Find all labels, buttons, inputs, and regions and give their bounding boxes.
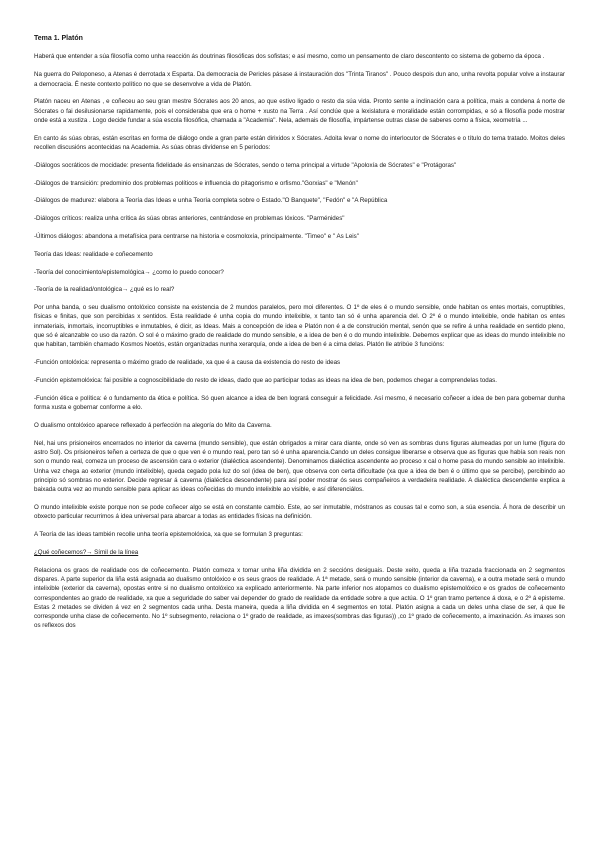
paragraph: -Función ética e política: é o fundamento da ética e política. Só quen alcance a idea de ben logrará conseguir a felicidade. Así mesmo, é necesario coñecer a idea de ben para gobernar dunha forma xusta e gobernar conforme a elo.: [34, 394, 565, 412]
section-heading: -Teoría de la realidad/ontológica→ ¿qué es lo real?: [34, 286, 175, 294]
paragraph: -Diálogos de madurez: elabora a Teoría das Ideas e unha Teoría completa sobre o Estado."O Banquete", "Fedón" e "A República: [34, 197, 388, 205]
section-heading: O dualismo ontolóxico aparece reflexado á perfección na alegoría do Mito da Caverna.: [34, 421, 272, 429]
section-heading: -Teoría del conocimiento/epistemológica→ ¿como lo puedo conocer?: [34, 268, 224, 276]
paragraph: -Diálogos críticos: realiza unha crítica ás súas obras anteriores, centrándose en problemas lóxicos. "Parménides": [34, 215, 345, 223]
paragraph: Nel, hai uns prisioneiros encerrados no interior da caverna (mundo sensible), que están obrigados a mirar cara diante, onde só ven as sombras duns figuras alumeadas por un lume (figura do astro Sol). Os prisioneiros teñen a certeza de que o que ven é o mundo real, pero tan só é unha aparencia.Cando un deles consigue liberarse e observa que as figuras que había son reais non son o mundo real, comeza un proceso de ascensión cara o exterior (dialéctica ascendente). Denominamos dialéctica ascendente ao proceso x cal o home pasa do mundo sensible ao intelixible. Unha vez chega ao exterior (mundo intelixible), queda cegado pola luz do sol (idea de ben), que observa con certa dificultade (xa que a idea de ben é o último que se percibe), percibindo ao principio só sombras no exterior. Decide regresar á caverna (dialéctica descendente) para así poder mostrar ós seus compañeiros a verdadeira realidade. A dialéctica descendente explica a baixada outra vez ao mundo sensible para aplicar as ideas coñecidas do mundo intelixible ao visible, e así diferenciálos.: [34, 439, 565, 494]
paragraph: -Últimos diálogos: abandona a metafísica para centrarse na historia e cosmoloxía, principalmente. "Timeo" e " As Leis": [34, 233, 359, 240]
document-body: [34, 52, 565, 630]
section-heading: A Teoría de las ideas también recolle unha teoría epistemolóxica, xa que se formulan 3 preguntas:: [34, 531, 303, 539]
page-title: Tema 1. Platón: [34, 35, 83, 42]
paragraph: -Función epistemolóxica: fai posible a cognoscibilidade do resto de ideas, dado que ao participar todas as ideas na idea de ben, podemos chegar a comprendelas todas.: [34, 376, 497, 384]
section-heading: Teoría das Ideas: realidade e coñecemento: [34, 250, 153, 258]
paragraph: Relaciona os graos de realidade cos de coñecemento. Platón comeza x tomar unha liña dividida en 2 seccións desiguais. Deste xeito, queda a liña trazada fraccionada en 2 segmentos dispares. A parte superior da liña está asignada ao dualismo ontolóxico e os seus graos de realidade. A 1ª metade, será o mundo sensible (interior da caverna), e a outra metade será o mundo intelixible (exterior da caverna), opostas entre si no dualismo ontolóxico xa explicado anteriormente. Na parte inferior nos atopamos co dualismo epistemolóxico e os grados de coñecemento correspondentes ao grado de realidade, xa que a seguridade do saber vai depender do grado de realidade da entidade sobre a que actúa. O 1º gran tramo pertence á doxa, e o 2º á episteme. Estas 2 metades se dividen á vez en 2 segmentos cada unha. Desta maneira, queda a liña dividida en 4 segmentos en total. Platón asigna a cada un deles unha clase de ser, á que lle corresponde unha clase de coñecemento. No 1º subsegmento, relaciona o 1º grado de realidade, as imaxes(sombras das figuras)) ,co 1º grado de coñecemento, a imaxinación. As imaxes son os reflexos dos: [34, 566, 565, 630]
paragraph: Na guerra do Peloponeso, a Atenas é derrotada x Esparta. Da democracia de Pericles pásase á instauración dos "Trinta Tiranos" . Pouco despois dun ano, unha revolta popular volve a instaurar a democracia. É neste contexto político no que se desenvolve a vida de Platón.: [34, 71, 565, 88]
paragraph: -Diálogos de transición: predominio dos problemas políticos e influencia do pitagorismo e orfismo."Gorxias" e "Menón": [34, 179, 358, 187]
paragraph: En canto ás súas obras, están escritas en forma de diálogo onde a gran parte están dirixidos x Sócrates. Adoita levar o nome do interlocutor de Sócrates e o título do tema tratado. Moitos deles recollen discusións acontecidas na Academia. As súas obras divídense en 5 períodos:: [34, 134, 565, 152]
section-heading: ¿Qué coñecemos?→ Símil de la línea: [34, 548, 139, 556]
paragraph: -Diálogos socráticos de mocidade: presenta fidelidade ás ensinanzas de Sócrates, sendo o tema principal a virtude "Apoloxía de Sócrates" e "Protágoras": [34, 161, 457, 169]
paragraph: -Función ontolóxica: representa o máximo grado de realidade, xa que é a causa da existencia do resto de ideas: [34, 359, 341, 367]
paragraph: O mundo intelixible existe porque non se pode coñecer algo se está en constante cambio. Este, ao ser inmutable, móstranos as cousas tal e como son, a súa esencia. Á hora de describir un obxecto particular recurrimos á idea universal para abarcar a todas as entidades físicas na definición.: [34, 503, 565, 521]
paragraph: Haberá que entender a súa filosofía como unha reacción ás doutrinas filosóficas dos sofistas; e así mesmo, como un pensamento de claro descontento co sistema de goberno da época .: [34, 53, 545, 61]
paragraph: Platón naceu en Atenas , e coñeceu ao seu gran mestre Sócrates aos 20 anos, ao que estivo ligado o resto da súa vida. Pronto sente a inclinación cara a política, mais a condena á norte de Sócrates o fai desilusionarse rapidamente, pois el consideraba que era o home + xusto na Terra . Así conclúe que a lexislatura e moralidade están corrompidas, e só a filosofía pode mostrar onde está a xustiza . Logo decide fundar a súa escola filosófica, chamada a "Academia". Nela, ademais de filosofía, impártense outras clase de saberes como a física, xeometría ...: [34, 98, 565, 124]
paragraph: Por unha banda, o seu dualismo ontolóxico consiste na existencia de 2 mundos paralelos, pero moi diferentes. O 1º de eles é o mundo sensible, onde habitan os entes mortais, corruptibles, físicas e finitas, que son percibidas x sentidos. Esta realidade é unha copia do mundo intelixible, x tanto tan só é unha aparencia del. O 2º é o mundo intelixible, onde habitan os entes inmateriais, inmortais, incorruptibles e inmutables, é dicir, as Ideas. Mais a concepción de idea e Platón non é a de construción mental, senón que se refire á unha realidade en sentido pleno, que só é alcanzable co uso da razón. O sol é o máximo grado de realidade do mundo sensible, e a idea de ben é o do mundo intelixible. Debemos explicar que as ideas do mundo intelixible no que habitan, también chamado Kosmos Noetós, están organizadas nunha xerarquía, onde a idea de ben é a cima delas. Platón lle atribúe 3 funcións:: [34, 304, 565, 349]
